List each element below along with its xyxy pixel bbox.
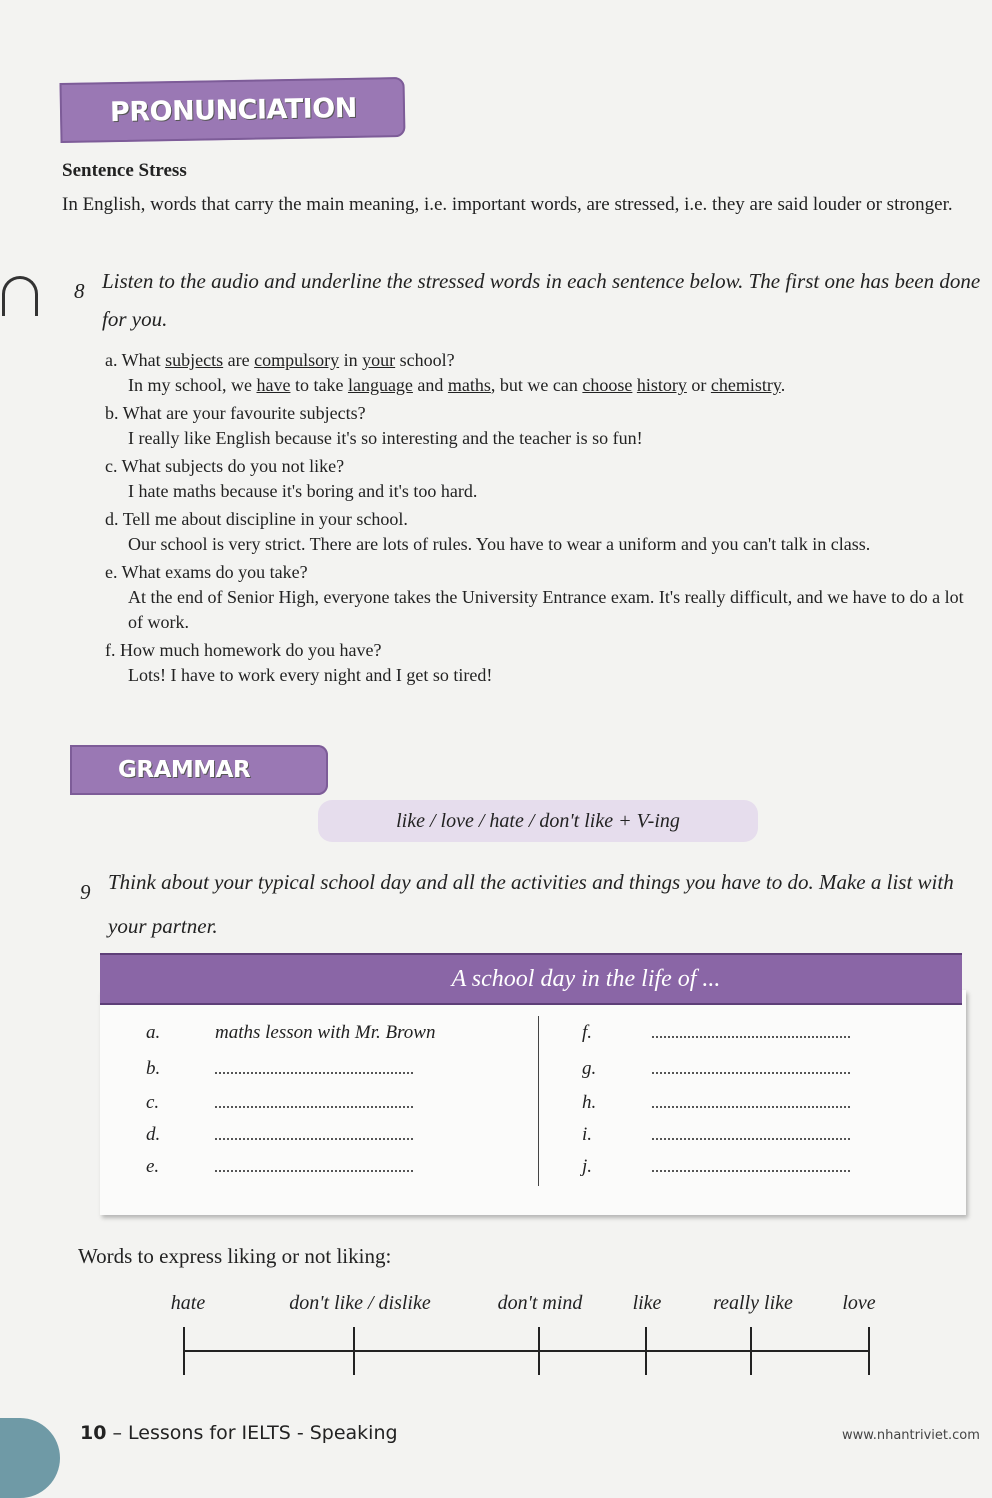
list-item [105,507,975,557]
scale-label: like [632,1292,662,1314]
table-title: A school day in the life of ... [451,965,721,992]
book-title: – Lessons for IELTS - Speaking [106,1422,398,1444]
scale-label: don't mind [497,1292,583,1314]
page-number: 10 [80,1422,107,1444]
text-segment: in [339,350,363,370]
text-segment: What subjects do you not like? [121,456,345,476]
blank-line[interactable] [652,1156,850,1178]
item-question [105,348,975,373]
text-segment: are [223,350,255,370]
item-answer [105,479,975,504]
scale-label: don't like / dislike [289,1292,431,1314]
row-letter: e. [146,1156,160,1177]
text-segment: I really like English because it's so interesting and the teacher is so fun! [128,428,643,448]
item-letter: e. [105,562,122,582]
text-segment: At the end of Senior High, everyone takes the University Entrance exam. It's really difficult, and we have to do a lot of work. [128,587,964,632]
text-segment: to take [290,375,348,395]
blank-line[interactable] [652,1092,850,1114]
scale-title: Words to express liking or not liking: [78,1244,392,1268]
item-question [105,454,975,479]
dotted-line [652,1128,850,1140]
item-answer [105,585,975,635]
row-letter: g. [582,1058,597,1079]
row-letter: f. [582,1022,593,1043]
blank-line[interactable] [652,1058,850,1080]
stress-items-list [105,348,975,691]
exercise-number: 9 [80,880,91,904]
row-letter: c. [146,1092,160,1113]
text-segment: Lots! I have to work every night and I get so tired! [128,665,493,685]
dotted-line [215,1160,413,1172]
text-segment: How much homework do you have? [120,640,382,660]
blank-line[interactable] [215,1124,413,1146]
grammar-banner [70,745,328,795]
item-letter: c. [105,456,122,476]
stressed-word: subjects [165,350,224,370]
stressed-word: language [347,375,413,395]
page-corner-tab [0,1418,60,1498]
item-letter: f. [105,640,120,660]
exercise-instruction: Think about your typical school day and all the activities and things you have to do. Make a list with your partner. [108,870,954,938]
text-segment: What exams do you take? [121,562,308,582]
section-title: PRONUNCIATION [109,92,358,128]
row-letter: i. [582,1124,593,1145]
dotted-line [652,1160,850,1172]
scale-label: hate [170,1292,206,1314]
item-letter: b. [105,403,123,423]
grammar-structure-text: like / love / hate / don't like + V-ing [396,809,680,832]
footer [80,1422,398,1444]
blank-line[interactable] [215,1156,413,1178]
text-segment: I hate maths because it's boring and it's too hard. [128,481,478,501]
table-header [100,953,962,1005]
stressed-word: choose [582,375,633,395]
row-letter: d. [146,1124,161,1145]
text-segment: , but we can [490,375,583,395]
text-segment: What [121,350,166,370]
blank-line[interactable] [215,1058,413,1080]
text-segment: . [780,375,786,395]
list-item [105,638,975,688]
text-segment: Our school is very strict. There are lots of rules. You have to wear a uniform and you can't talk in class. [128,534,871,554]
exercise-number: 8 [74,279,85,303]
item-question [105,560,975,585]
dotted-line [652,1062,850,1074]
item-answer [105,426,975,451]
pronunciation-banner [60,77,406,143]
dotted-line [652,1096,850,1108]
item-question [105,401,975,426]
column-divider [538,1016,539,1186]
item-letter: d. [105,509,123,529]
stressed-word: history [636,375,687,395]
row-letter: j. [582,1156,593,1177]
dotted-line [215,1128,413,1140]
section-title: GRAMMAR [118,757,251,783]
subheading: Sentence Stress [62,160,187,181]
text-segment: and [412,375,448,395]
scale-label: really like [713,1292,793,1314]
text-segment: In my school, we [128,375,257,395]
stressed-word: your [362,350,396,370]
intro-text: In English, words that carry the main meaning, i.e. important words, are stressed, i.e. they are said louder or stronger. [62,194,953,215]
item-answer [105,532,975,557]
grammar-structure [318,800,758,842]
stressed-word: compulsory [254,350,340,370]
text-segment: or [686,375,711,395]
blank-line[interactable] [652,1124,850,1146]
text-segment: Tell me about discipline in your school. [122,509,408,529]
stressed-word: have [256,375,291,395]
row-letter: h. [582,1092,597,1113]
list-item [105,348,975,398]
item-answer [105,663,975,688]
text-segment: What are your favourite subjects? [122,403,366,423]
row-letter: b. [146,1058,161,1079]
stressed-word: chemistry [710,375,781,395]
dotted-line [652,1026,850,1038]
scale-line [183,1350,870,1352]
stressed-word: maths [447,375,491,395]
list-item [105,401,975,451]
blank-line[interactable] [215,1092,413,1114]
blank-line[interactable] [652,1022,850,1044]
text-segment: school? [395,350,455,370]
website: www.nhantriviet.com [842,1428,980,1443]
item-question [105,507,975,532]
list-item [105,560,975,635]
item-answer [105,373,975,398]
item-question [105,638,975,663]
item-letter: a. [105,350,122,370]
row-value: maths lesson with Mr. Brown [215,1022,436,1043]
headphones-icon [2,276,38,316]
list-item [105,454,975,504]
dotted-line [215,1062,413,1074]
row-letter: a. [146,1022,161,1043]
dotted-line [215,1096,413,1108]
scale-label: love [842,1292,876,1314]
exercise-instruction: Listen to the audio and underline the stressed words in each sentence below. The first one has been done for you. [102,269,981,331]
